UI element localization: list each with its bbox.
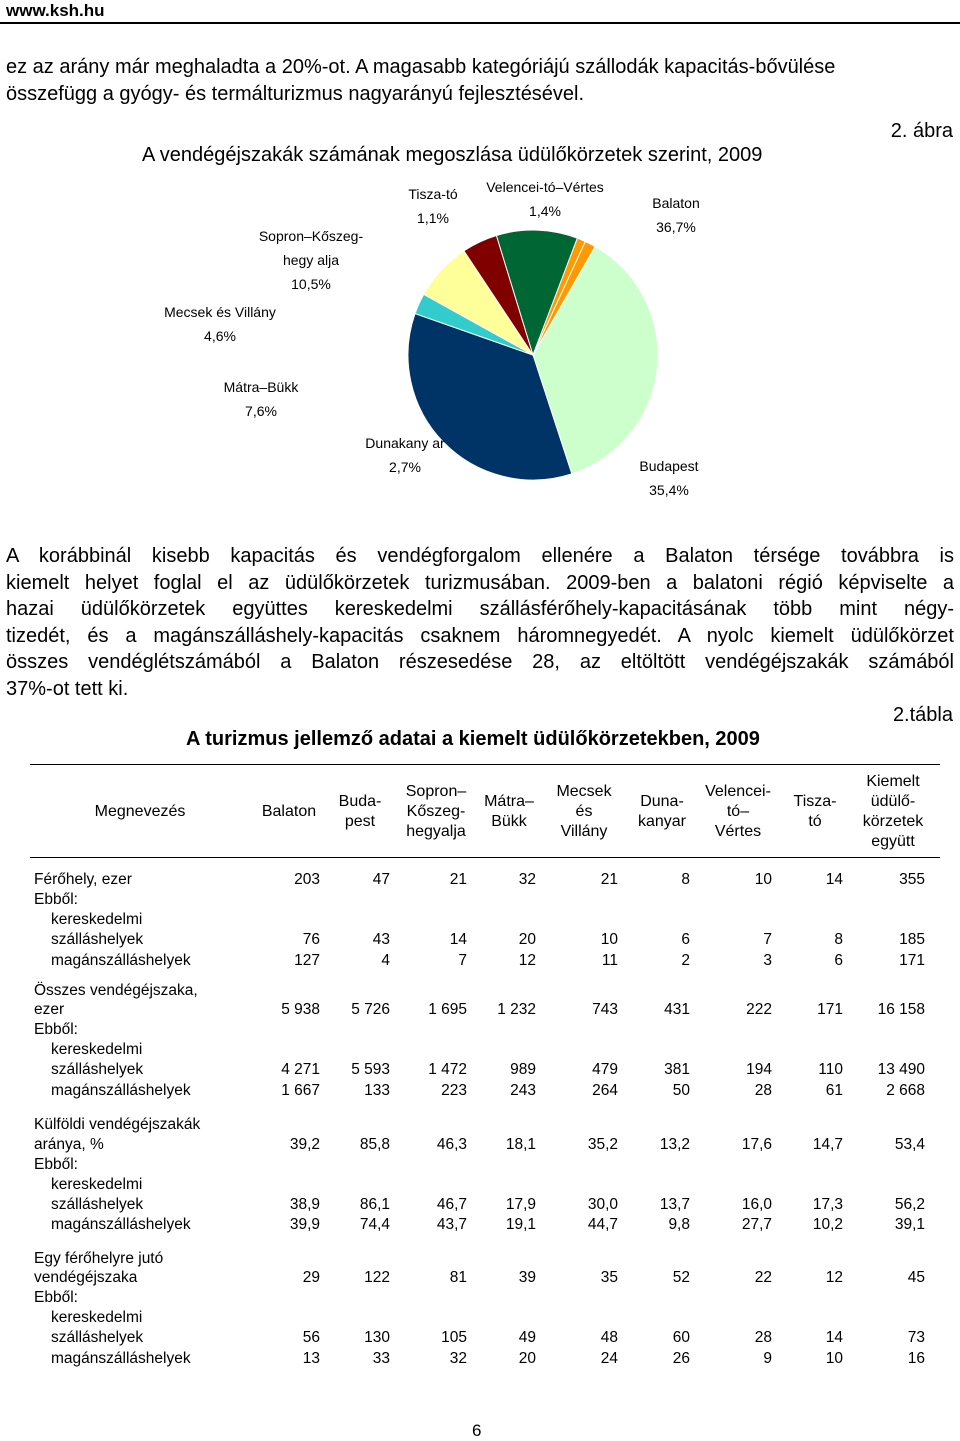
table-header-text: Megnevezés: [94, 803, 186, 820]
row-label: Ebből:: [34, 1156, 78, 1173]
table-header-text: Velencei-: [705, 783, 771, 800]
table-cell: 13,2: [659, 1136, 690, 1153]
table-header-text: és: [575, 803, 593, 820]
intro-line: ez az arány már meghaladta a 20%-ot. A magasabb kategóriájú szállodák kapacitás-bővülése: [6, 56, 836, 78]
table-cell: 26: [672, 1350, 690, 1367]
table-cell: 7: [763, 931, 772, 948]
table-header-text: tó–: [726, 803, 750, 820]
pie-value-label: 2,7%: [389, 459, 421, 475]
table-header-cell: [30, 770, 250, 854]
table-cell: 29: [302, 1269, 320, 1286]
row-label: Ebből:: [34, 891, 78, 908]
table-cell: 21: [600, 871, 618, 888]
row-label: vendégéjszaka: [34, 1269, 138, 1286]
table-cell: 203: [294, 871, 320, 888]
row-label: kereskedelmi: [51, 911, 143, 928]
table-cell: 33: [372, 1350, 390, 1367]
table-cell: 76: [302, 931, 320, 948]
table-header-text: körzetek: [862, 813, 924, 830]
table-cell: 24: [600, 1350, 618, 1367]
table-header-text: Tisza-: [793, 793, 837, 810]
table-cell: 46,3: [436, 1136, 467, 1153]
table-header-cell: [785, 770, 845, 854]
table-cell: 264: [592, 1082, 618, 1099]
row-label: Ebből:: [34, 1289, 78, 1306]
table-cell: 43: [372, 931, 390, 948]
table-cell: 32: [518, 871, 536, 888]
table-cell: 46,7: [436, 1196, 467, 1213]
table-header-text: kanyar: [637, 813, 687, 830]
table-cell: 86,1: [359, 1196, 390, 1213]
table-cell: 28: [754, 1329, 772, 1346]
table-top-rule: [30, 764, 940, 765]
table-cell: 222: [746, 1001, 772, 1018]
table-cell: 39,2: [289, 1136, 320, 1153]
table-cell: 5 726: [351, 1001, 390, 1018]
row-label: szálláshelyek: [51, 1329, 144, 1346]
table-cell: 4 271: [281, 1061, 320, 1078]
row-label: szálláshelyek: [51, 1061, 144, 1078]
table-header-text: együtt: [871, 833, 915, 850]
pie-value-label: 36,7%: [656, 219, 696, 235]
table-cell: 48: [600, 1329, 618, 1346]
table-cell: 27,7: [741, 1216, 772, 1233]
table-cell: 13: [302, 1350, 320, 1367]
body-line: 37%-ot tett ki.: [6, 677, 129, 700]
table-cell: 5 593: [351, 1061, 390, 1078]
table-header-cell: [848, 770, 938, 854]
table-cell: 1 472: [428, 1061, 467, 1078]
table-cell: 53,4: [894, 1136, 925, 1153]
row-label: kereskedelmi: [51, 1041, 143, 1058]
table-cell: 74,4: [359, 1216, 390, 1233]
table-cell: 44,7: [587, 1216, 618, 1233]
table-cell: 10: [600, 931, 618, 948]
table-cell: 35: [600, 1269, 618, 1286]
table-cell: 743: [592, 1001, 618, 1018]
table-header-text: Duna-: [640, 793, 684, 810]
table-cell: 1 695: [428, 1001, 467, 1018]
table-cell: 39,9: [289, 1216, 320, 1233]
table-header-cell: [627, 770, 697, 854]
table-cell: 2: [681, 952, 690, 969]
pie-category-label: Balaton: [652, 195, 700, 211]
table-cell: 11: [601, 952, 618, 969]
row-label: szálláshelyek: [51, 1196, 144, 1213]
table-cell: 56: [302, 1329, 320, 1346]
site-url[interactable]: www.ksh.hu: [6, 1, 105, 20]
pie-value-label: 1,4%: [529, 203, 561, 219]
pie-value-label: 1,1%: [417, 210, 449, 226]
intro-line: összefügg a gyógy- és termálturizmus nagyarányú fejlesztésével.: [6, 82, 585, 105]
body-line: tizedét, és a magánszálláshely-kapacitás csaknem háromnegyedét. A nyolc kiemelt üdülőkörzet: [6, 624, 954, 647]
table-header-text: üdülő-: [870, 793, 916, 810]
table-cell: 16 158: [877, 1001, 925, 1018]
table-cell: 8: [834, 931, 843, 948]
pie-category-label: Dunakany ar: [365, 435, 445, 451]
table-cell: 60: [672, 1329, 690, 1346]
body-line: hazai üdülőkörzetek együttes kereskedelmi szállásférőhely-kapacitásának több mint négy-: [6, 598, 954, 620]
pie-category-label: Budapest: [639, 458, 699, 474]
table-cell: 133: [364, 1082, 390, 1099]
table-header-text: Mátra–: [484, 793, 534, 810]
table-cell: 47: [372, 871, 390, 888]
table-header-text: Kiemelt: [866, 773, 920, 790]
table-cell: 18,1: [505, 1136, 536, 1153]
body-paragraph: [6, 543, 954, 702]
table-header-text: Sopron–: [405, 783, 467, 800]
table-cell: 17,9: [505, 1196, 536, 1213]
table-cell: 12: [825, 1269, 843, 1286]
table-header-cell: [396, 770, 476, 854]
table-cell: 1 667: [281, 1082, 320, 1099]
row-label: kereskedelmi: [51, 1176, 143, 1193]
row-label: Külföldi vendégéjszakák: [34, 1116, 201, 1133]
body-line: összes vendéglétszámából a Balaton részesedése 28, az eltöltött vendégéjszakák számából: [6, 651, 954, 673]
chart-title: A vendégéjszakák számának megoszlása üdülőkörzetek szerint, 2009: [142, 144, 763, 166]
pie-chart: [0, 0, 960, 540]
table-cell: 2 668: [886, 1082, 925, 1099]
table-cell: 1 232: [497, 1001, 536, 1018]
row-label: magánszálláshelyek: [51, 1216, 191, 1233]
table-cell: 3: [763, 952, 772, 969]
table-cell: 10,2: [812, 1216, 843, 1233]
table-cell: 14: [449, 931, 467, 948]
row-label: magánszálláshelyek: [51, 1082, 191, 1099]
table-cell: 10: [754, 871, 772, 888]
table-cell: 16,0: [741, 1196, 772, 1213]
table-header-text: Mecsek: [556, 783, 612, 800]
table-cell: 16: [907, 1350, 925, 1367]
pie-category-label: Velencei-tó–Vértes: [486, 179, 604, 195]
table-cell: 38,9: [289, 1196, 320, 1213]
table-cell: 17,3: [812, 1196, 843, 1213]
row-label: Ebből:: [34, 1021, 78, 1038]
table-header-text: Bükk: [491, 813, 527, 830]
table-cell: 110: [818, 1061, 843, 1078]
pie-value-label: 10,5%: [291, 276, 331, 292]
pie-category-label: Tisza-tó: [408, 186, 458, 202]
table-cell: 171: [817, 1001, 843, 1018]
row-label: Összes vendégéjszaka,: [34, 982, 198, 999]
table-cell: 171: [899, 952, 925, 969]
table-header-text: tó: [808, 813, 822, 830]
table-cell: 61: [825, 1082, 843, 1099]
table-cell: 7: [458, 952, 467, 969]
table-cell: 30,0: [587, 1196, 618, 1213]
table-cell: 20: [518, 931, 536, 948]
table-cell: 22: [754, 1269, 772, 1286]
table-cell: 73: [907, 1329, 925, 1346]
body-line: kiemelt helyet foglal el az üdülőkörzetek turizmusában. 2009-ben a balatoni régió képviselte a: [6, 571, 954, 594]
table-cell: 105: [441, 1329, 467, 1346]
row-label: szálláshelyek: [51, 931, 144, 948]
pie-value-label: 7,6%: [245, 403, 277, 419]
row-label: kereskedelmi: [51, 1309, 143, 1326]
table-header-text: pest: [344, 813, 376, 830]
table-cell: 43,7: [436, 1216, 467, 1233]
table-cell: 39,1: [894, 1216, 925, 1233]
table-cell: 8: [681, 871, 690, 888]
table-cell: 28: [754, 1082, 772, 1099]
table-cell: 14: [825, 1329, 843, 1346]
table-cell: 381: [664, 1061, 690, 1078]
table-cell: 35,2: [587, 1136, 618, 1153]
pie-category-label: Mátra–Bükk: [223, 379, 299, 395]
table-cell: 9: [763, 1350, 772, 1367]
table-cell: 13,7: [659, 1196, 690, 1213]
pie-value-label: 35,4%: [649, 482, 689, 498]
table-header-text: Balaton: [261, 803, 317, 820]
table-cell: 6: [681, 931, 690, 948]
table-cell: 85,8: [359, 1136, 390, 1153]
row-label: aránya, %: [34, 1136, 104, 1153]
table-header-text: Vértes: [714, 823, 762, 840]
table-cell: 130: [364, 1329, 390, 1346]
table-cell: 479: [592, 1061, 618, 1078]
pie-category-label: hegy alja: [282, 252, 340, 268]
table-cell: 21: [449, 871, 467, 888]
pie-value-label: 4,6%: [204, 328, 236, 344]
table-cell: 223: [441, 1082, 467, 1099]
table-cell: 355: [899, 871, 925, 888]
table-cell: 81: [449, 1269, 467, 1286]
table-cell: 50: [672, 1082, 690, 1099]
row-label: magánszálláshelyek: [51, 1350, 191, 1367]
row-label: ezer: [34, 1001, 65, 1018]
table-header-cell: [696, 770, 780, 854]
table-header-cell: [474, 770, 544, 854]
table-cell: 20: [518, 1350, 536, 1367]
table-header-text: Kőszeg-: [406, 803, 466, 820]
table-title: A turizmus jellemző adatai a kiemelt üdülőkörzetekben, 2009: [186, 728, 760, 750]
table-cell: 45: [907, 1269, 925, 1286]
row-label: Férőhely, ezer: [34, 871, 132, 888]
table-cell: 4: [381, 952, 390, 969]
row-label: magánszálláshelyek: [51, 952, 191, 969]
table-cell: 6: [834, 952, 843, 969]
table-cell: 989: [510, 1061, 536, 1078]
table-cell: 12: [518, 952, 536, 969]
table-cell: 9,8: [668, 1216, 690, 1233]
figure-number: 2. ábra: [890, 120, 953, 142]
table-header-text: Buda-: [338, 793, 382, 810]
table-header-text: hegyalja: [406, 823, 466, 840]
table-cell: 19,1: [505, 1216, 536, 1233]
row-label: Egy férőhelyre jutó: [34, 1250, 164, 1267]
table-header-cell: [254, 770, 324, 854]
table-cell: 39: [518, 1269, 536, 1286]
table-cell: 194: [746, 1061, 772, 1078]
table-cell: 5 938: [281, 1001, 320, 1018]
pie-category-label: Mecsek és Villány: [164, 304, 276, 320]
table-cell: 185: [899, 931, 925, 948]
table-cell: 49: [518, 1329, 536, 1346]
table-header-cell: [546, 770, 622, 854]
table-cell: 14: [825, 871, 843, 888]
table-cell: 56,2: [894, 1196, 925, 1213]
table-cell: 10: [825, 1350, 843, 1367]
table-cell: 32: [449, 1350, 467, 1367]
pie-category-label: Sopron–Kőszeg-: [258, 228, 364, 244]
table-cell: 52: [672, 1269, 690, 1286]
table-cell: 431: [664, 1001, 690, 1018]
table-cell: 127: [294, 952, 320, 969]
body-line: A korábbinál kisebb kapacitás és vendégforgalom ellenére a Balaton térsége továbbra is: [6, 545, 954, 567]
page-number: 6: [472, 1421, 482, 1440]
table-cell: 122: [364, 1269, 390, 1286]
table-cell: 17,6: [741, 1136, 772, 1153]
table-header-text: Villány: [560, 823, 608, 840]
table-header-rule: [30, 857, 940, 858]
table-header-cell: [330, 770, 390, 854]
table-cell: 243: [510, 1082, 536, 1099]
table-cell: 14,7: [812, 1136, 843, 1153]
table-cell: 13 490: [877, 1061, 925, 1078]
table-number: 2.tábla: [892, 704, 953, 726]
pie-slices: [408, 230, 658, 480]
